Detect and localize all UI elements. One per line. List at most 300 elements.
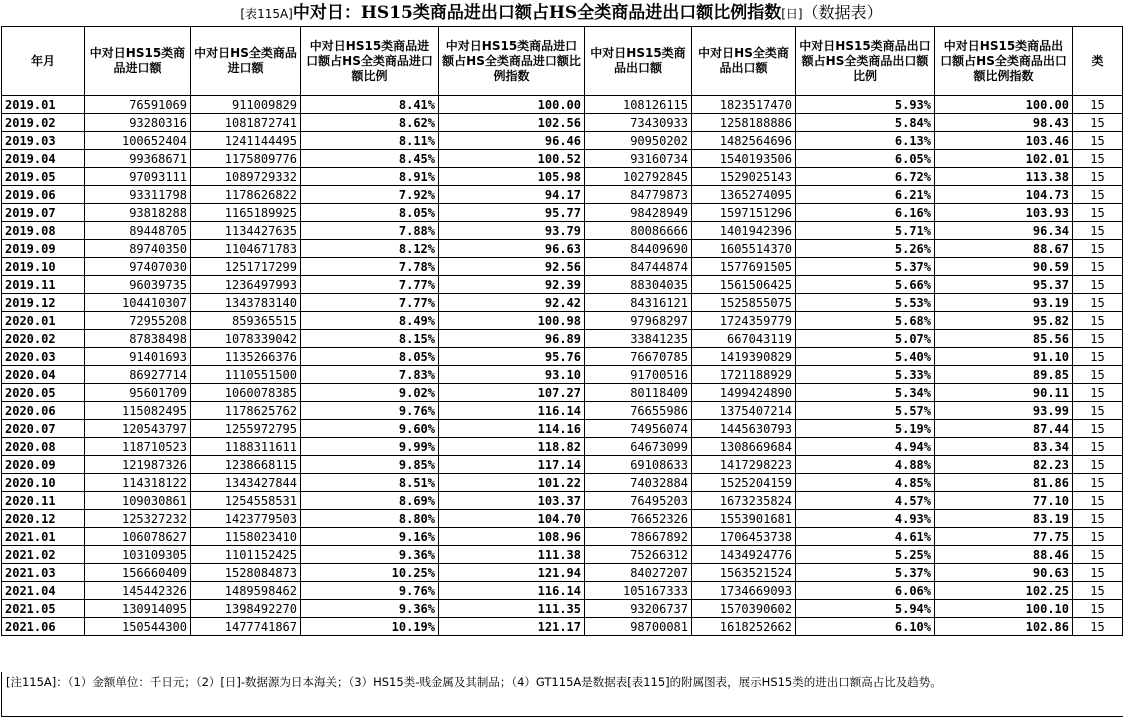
cell-import-ratio: 9.02% bbox=[301, 384, 439, 402]
cell-all-import: 1178625762 bbox=[191, 402, 301, 420]
cell-export-index: 89.85 bbox=[935, 366, 1073, 384]
cell-all-export: 1308669684 bbox=[692, 438, 796, 456]
cell-class: 15 bbox=[1073, 600, 1123, 618]
cell-all-export: 1724359779 bbox=[692, 312, 796, 330]
cell-import-ratio: 9.76% bbox=[301, 582, 439, 600]
cell-hs15-import: 86927714 bbox=[85, 366, 191, 384]
cell-hs15-export: 90950202 bbox=[585, 132, 692, 150]
cell-hs15-import: 95601709 bbox=[85, 384, 191, 402]
table-row bbox=[2, 582, 1123, 600]
table-row bbox=[2, 294, 1123, 312]
cell-class: 15 bbox=[1073, 348, 1123, 366]
cell-hs15-import: 109030861 bbox=[85, 492, 191, 510]
cell-export-ratio: 6.10% bbox=[796, 618, 935, 636]
cell-all-export: 1563521524 bbox=[692, 564, 796, 582]
cell-class: 15 bbox=[1073, 510, 1123, 528]
cell-import-index: 96.63 bbox=[439, 240, 585, 258]
table-subtitle: （数据表） bbox=[802, 3, 883, 22]
cell-all-import: 1423779503 bbox=[191, 510, 301, 528]
cell-export-index: 102.01 bbox=[935, 150, 1073, 168]
cell-month: 2021.04 bbox=[2, 582, 85, 600]
cell-month: 2021.03 bbox=[2, 564, 85, 582]
cell-import-ratio: 7.77% bbox=[301, 276, 439, 294]
cell-all-export: 1673235824 bbox=[692, 492, 796, 510]
cell-class: 15 bbox=[1073, 618, 1123, 636]
cell-import-ratio: 8.62% bbox=[301, 114, 439, 132]
cell-import-index: 102.56 bbox=[439, 114, 585, 132]
table-body bbox=[2, 96, 1123, 636]
cell-import-index: 117.14 bbox=[439, 456, 585, 474]
cell-export-index: 95.82 bbox=[935, 312, 1073, 330]
cell-class: 15 bbox=[1073, 240, 1123, 258]
cell-export-ratio: 5.25% bbox=[796, 546, 935, 564]
cell-export-index: 100.00 bbox=[935, 96, 1073, 114]
table-row bbox=[2, 618, 1123, 636]
table-title: 中对日：HS15类商品进出口额占HS全类商品进出口额比例指数 bbox=[292, 3, 782, 23]
table-row bbox=[2, 366, 1123, 384]
table-row bbox=[2, 312, 1123, 330]
cell-hs15-export: 80086666 bbox=[585, 222, 692, 240]
cell-import-ratio: 8.05% bbox=[301, 204, 439, 222]
cell-export-index: 103.93 bbox=[935, 204, 1073, 222]
cell-import-ratio: 7.78% bbox=[301, 258, 439, 276]
table-row bbox=[2, 204, 1123, 222]
cell-class: 15 bbox=[1073, 474, 1123, 492]
cell-month: 2019.10 bbox=[2, 258, 85, 276]
cell-hs15-import: 97093111 bbox=[85, 168, 191, 186]
cell-export-ratio: 5.34% bbox=[796, 384, 935, 402]
cell-hs15-import: 115082495 bbox=[85, 402, 191, 420]
data-table bbox=[1, 26, 1123, 636]
cell-hs15-export: 78667892 bbox=[585, 528, 692, 546]
cell-all-export: 1561506425 bbox=[692, 276, 796, 294]
cell-import-ratio: 8.45% bbox=[301, 150, 439, 168]
cell-hs15-import: 118710523 bbox=[85, 438, 191, 456]
table-row bbox=[2, 402, 1123, 420]
cell-all-export: 1706453738 bbox=[692, 528, 796, 546]
cell-all-import: 1060078385 bbox=[191, 384, 301, 402]
col-header-class: 类 bbox=[1073, 27, 1123, 96]
cell-class: 15 bbox=[1073, 330, 1123, 348]
cell-all-import: 1251717299 bbox=[191, 258, 301, 276]
cell-import-index: 118.82 bbox=[439, 438, 585, 456]
cell-import-ratio: 9.85% bbox=[301, 456, 439, 474]
cell-export-ratio: 6.21% bbox=[796, 186, 935, 204]
cell-class: 15 bbox=[1073, 114, 1123, 132]
cell-month: 2019.02 bbox=[2, 114, 85, 132]
cell-export-ratio: 5.07% bbox=[796, 330, 935, 348]
col-header-all-import: 中对日HS全类商品进口额 bbox=[191, 27, 301, 96]
cell-hs15-import: 72955208 bbox=[85, 312, 191, 330]
cell-month: 2019.07 bbox=[2, 204, 85, 222]
table-row bbox=[2, 168, 1123, 186]
cell-export-index: 90.63 bbox=[935, 564, 1073, 582]
cell-hs15-export: 80118409 bbox=[585, 384, 692, 402]
cell-month: 2019.11 bbox=[2, 276, 85, 294]
table-row bbox=[2, 132, 1123, 150]
table-row bbox=[2, 186, 1123, 204]
cell-import-ratio: 8.80% bbox=[301, 510, 439, 528]
cell-all-export: 1734669093 bbox=[692, 582, 796, 600]
col-header-hs15-export: 中对日HS15类商品出口额 bbox=[585, 27, 692, 96]
cell-all-import: 1528084873 bbox=[191, 564, 301, 582]
cell-all-export: 1577691505 bbox=[692, 258, 796, 276]
cell-month: 2019.06 bbox=[2, 186, 85, 204]
cell-month: 2020.02 bbox=[2, 330, 85, 348]
header-row bbox=[2, 27, 1123, 96]
cell-month: 2020.08 bbox=[2, 438, 85, 456]
cell-hs15-import: 121987326 bbox=[85, 456, 191, 474]
cell-export-ratio: 5.66% bbox=[796, 276, 935, 294]
cell-month: 2020.03 bbox=[2, 348, 85, 366]
cell-import-index: 104.70 bbox=[439, 510, 585, 528]
cell-hs15-export: 98700081 bbox=[585, 618, 692, 636]
cell-hs15-export: 84027207 bbox=[585, 564, 692, 582]
cell-export-index: 85.56 bbox=[935, 330, 1073, 348]
cell-month: 2020.04 bbox=[2, 366, 85, 384]
source-tag: [日] bbox=[781, 7, 803, 21]
cell-export-index: 91.10 bbox=[935, 348, 1073, 366]
cell-month: 2020.11 bbox=[2, 492, 85, 510]
cell-all-import: 1089729332 bbox=[191, 168, 301, 186]
col-header-export-index: 中对日HS15类商品出口额占HS全类商品出口额比例指数 bbox=[935, 27, 1073, 96]
cell-hs15-export: 76652326 bbox=[585, 510, 692, 528]
cell-hs15-export: 93160734 bbox=[585, 150, 692, 168]
cell-import-index: 108.96 bbox=[439, 528, 585, 546]
cell-all-import: 1134427635 bbox=[191, 222, 301, 240]
cell-hs15-export: 108126115 bbox=[585, 96, 692, 114]
cell-class: 15 bbox=[1073, 456, 1123, 474]
cell-import-index: 95.77 bbox=[439, 204, 585, 222]
cell-month: 2021.05 bbox=[2, 600, 85, 618]
table-row bbox=[2, 564, 1123, 582]
cell-export-ratio: 4.94% bbox=[796, 438, 935, 456]
cell-month: 2020.12 bbox=[2, 510, 85, 528]
cell-import-index: 96.46 bbox=[439, 132, 585, 150]
cell-month: 2020.06 bbox=[2, 402, 85, 420]
cell-all-export: 1618252662 bbox=[692, 618, 796, 636]
cell-class: 15 bbox=[1073, 384, 1123, 402]
cell-all-export: 1529025143 bbox=[692, 168, 796, 186]
cell-all-import: 1241144495 bbox=[191, 132, 301, 150]
cell-export-ratio: 5.53% bbox=[796, 294, 935, 312]
cell-import-index: 116.14 bbox=[439, 402, 585, 420]
cell-hs15-export: 84779873 bbox=[585, 186, 692, 204]
cell-month: 2019.04 bbox=[2, 150, 85, 168]
cell-month: 2019.08 bbox=[2, 222, 85, 240]
cell-hs15-export: 97968297 bbox=[585, 312, 692, 330]
cell-hs15-export: 84316121 bbox=[585, 294, 692, 312]
cell-export-index: 103.46 bbox=[935, 132, 1073, 150]
cell-export-ratio: 6.13% bbox=[796, 132, 935, 150]
cell-hs15-import: 87838498 bbox=[85, 330, 191, 348]
cell-import-index: 96.89 bbox=[439, 330, 585, 348]
col-header-hs15-import: 中对日HS15类商品进口额 bbox=[85, 27, 191, 96]
cell-all-import: 1158023410 bbox=[191, 528, 301, 546]
cell-month: 2021.06 bbox=[2, 618, 85, 636]
cell-all-import: 1477741867 bbox=[191, 618, 301, 636]
cell-import-ratio: 7.83% bbox=[301, 366, 439, 384]
cell-all-import: 859365515 bbox=[191, 312, 301, 330]
cell-export-index: 90.59 bbox=[935, 258, 1073, 276]
cell-hs15-export: 76655986 bbox=[585, 402, 692, 420]
cell-export-index: 83.19 bbox=[935, 510, 1073, 528]
col-header-month: 年月 bbox=[2, 27, 85, 96]
cell-import-index: 111.38 bbox=[439, 546, 585, 564]
cell-hs15-export: 73430933 bbox=[585, 114, 692, 132]
cell-export-ratio: 6.72% bbox=[796, 168, 935, 186]
cell-export-ratio: 6.16% bbox=[796, 204, 935, 222]
cell-export-ratio: 6.06% bbox=[796, 582, 935, 600]
cell-all-export: 1597151296 bbox=[692, 204, 796, 222]
cell-import-index: 92.39 bbox=[439, 276, 585, 294]
table-row bbox=[2, 222, 1123, 240]
cell-hs15-export: 75266312 bbox=[585, 546, 692, 564]
cell-month: 2020.07 bbox=[2, 420, 85, 438]
cell-export-ratio: 6.05% bbox=[796, 150, 935, 168]
cell-month: 2020.01 bbox=[2, 312, 85, 330]
cell-export-ratio: 4.93% bbox=[796, 510, 935, 528]
cell-import-ratio: 9.60% bbox=[301, 420, 439, 438]
cell-import-ratio: 8.51% bbox=[301, 474, 439, 492]
footnote: [注115A]：（1）金额单位：千日元；（2）[日]-数据源为日本海关；（3）HS15类-贱金属及其制品；（4）GT115A是数据表[表115]的附属图表，展示HS15类的进出口额高占比及趋势。 bbox=[1, 672, 1123, 717]
table-row bbox=[2, 438, 1123, 456]
cell-class: 15 bbox=[1073, 492, 1123, 510]
col-header-import-index: 中对日HS15类商品进口额占HS全类商品进口额比例指数 bbox=[439, 27, 585, 96]
table-row bbox=[2, 528, 1123, 546]
col-header-export-ratio: 中对日HS15类商品出口额占HS全类商品出口额比例 bbox=[796, 27, 935, 96]
cell-hs15-export: 74032884 bbox=[585, 474, 692, 492]
col-header-all-export: 中对日HS全类商品出口额 bbox=[692, 27, 796, 96]
cell-import-ratio: 9.16% bbox=[301, 528, 439, 546]
cell-export-index: 93.19 bbox=[935, 294, 1073, 312]
cell-hs15-export: 102792845 bbox=[585, 168, 692, 186]
cell-class: 15 bbox=[1073, 366, 1123, 384]
cell-hs15-export: 76670785 bbox=[585, 348, 692, 366]
cell-all-import: 1489598462 bbox=[191, 582, 301, 600]
cell-export-index: 96.34 bbox=[935, 222, 1073, 240]
table-row bbox=[2, 510, 1123, 528]
cell-all-import: 1254558531 bbox=[191, 492, 301, 510]
cell-all-import: 1188311611 bbox=[191, 438, 301, 456]
cell-month: 2019.01 bbox=[2, 96, 85, 114]
cell-import-index: 100.52 bbox=[439, 150, 585, 168]
cell-hs15-export: 105167333 bbox=[585, 582, 692, 600]
cell-all-export: 1605514370 bbox=[692, 240, 796, 258]
cell-hs15-import: 106078627 bbox=[85, 528, 191, 546]
cell-hs15-import: 104410307 bbox=[85, 294, 191, 312]
table-row bbox=[2, 420, 1123, 438]
cell-hs15-export: 69108633 bbox=[585, 456, 692, 474]
cell-hs15-import: 96039735 bbox=[85, 276, 191, 294]
cell-hs15-import: 100652404 bbox=[85, 132, 191, 150]
cell-import-index: 121.17 bbox=[439, 618, 585, 636]
cell-all-export: 667043119 bbox=[692, 330, 796, 348]
cell-export-ratio: 5.37% bbox=[796, 564, 935, 582]
cell-hs15-import: 91401693 bbox=[85, 348, 191, 366]
cell-class: 15 bbox=[1073, 582, 1123, 600]
cell-all-export: 1375407214 bbox=[692, 402, 796, 420]
cell-class: 15 bbox=[1073, 546, 1123, 564]
cell-hs15-import: 114318122 bbox=[85, 474, 191, 492]
cell-import-index: 103.37 bbox=[439, 492, 585, 510]
cell-export-ratio: 5.93% bbox=[796, 96, 935, 114]
cell-export-index: 87.44 bbox=[935, 420, 1073, 438]
cell-import-index: 93.10 bbox=[439, 366, 585, 384]
cell-all-import: 1104671783 bbox=[191, 240, 301, 258]
cell-hs15-export: 98428949 bbox=[585, 204, 692, 222]
cell-export-index: 83.34 bbox=[935, 438, 1073, 456]
cell-all-import: 1398492270 bbox=[191, 600, 301, 618]
cell-export-ratio: 5.71% bbox=[796, 222, 935, 240]
cell-all-import: 1343783140 bbox=[191, 294, 301, 312]
cell-all-export: 1540193506 bbox=[692, 150, 796, 168]
cell-all-import: 1255972795 bbox=[191, 420, 301, 438]
cell-all-export: 1525855075 bbox=[692, 294, 796, 312]
cell-import-ratio: 8.41% bbox=[301, 96, 439, 114]
cell-import-index: 107.27 bbox=[439, 384, 585, 402]
cell-month: 2021.01 bbox=[2, 528, 85, 546]
table-row bbox=[2, 276, 1123, 294]
cell-import-index: 95.76 bbox=[439, 348, 585, 366]
cell-export-index: 104.73 bbox=[935, 186, 1073, 204]
cell-import-index: 92.56 bbox=[439, 258, 585, 276]
cell-hs15-import: 89740350 bbox=[85, 240, 191, 258]
cell-all-import: 911009829 bbox=[191, 96, 301, 114]
cell-class: 15 bbox=[1073, 222, 1123, 240]
cell-export-index: 88.46 bbox=[935, 546, 1073, 564]
cell-all-import: 1078339042 bbox=[191, 330, 301, 348]
cell-export-index: 81.86 bbox=[935, 474, 1073, 492]
cell-hs15-import: 97407030 bbox=[85, 258, 191, 276]
table-row bbox=[2, 492, 1123, 510]
cell-month: 2019.03 bbox=[2, 132, 85, 150]
cell-hs15-import: 103109305 bbox=[85, 546, 191, 564]
cell-hs15-export: 84744874 bbox=[585, 258, 692, 276]
cell-hs15-import: 120543797 bbox=[85, 420, 191, 438]
cell-all-import: 1101152425 bbox=[191, 546, 301, 564]
cell-export-index: 100.10 bbox=[935, 600, 1073, 618]
cell-all-export: 1419390829 bbox=[692, 348, 796, 366]
col-header-import-ratio: 中对日HS15类商品进口额占HS全类商品进口额比例 bbox=[301, 27, 439, 96]
cell-export-index: 77.75 bbox=[935, 528, 1073, 546]
cell-export-ratio: 4.85% bbox=[796, 474, 935, 492]
cell-hs15-import: 150544300 bbox=[85, 618, 191, 636]
cell-hs15-export: 93206737 bbox=[585, 600, 692, 618]
cell-import-ratio: 8.69% bbox=[301, 492, 439, 510]
cell-import-ratio: 9.36% bbox=[301, 546, 439, 564]
cell-class: 15 bbox=[1073, 564, 1123, 582]
cell-hs15-export: 76495203 bbox=[585, 492, 692, 510]
cell-export-ratio: 5.68% bbox=[796, 312, 935, 330]
cell-import-index: 116.14 bbox=[439, 582, 585, 600]
cell-class: 15 bbox=[1073, 258, 1123, 276]
cell-all-export: 1434924776 bbox=[692, 546, 796, 564]
table-row bbox=[2, 474, 1123, 492]
cell-all-export: 1553901681 bbox=[692, 510, 796, 528]
cell-export-ratio: 5.94% bbox=[796, 600, 935, 618]
cell-export-index: 102.25 bbox=[935, 582, 1073, 600]
cell-export-index: 90.11 bbox=[935, 384, 1073, 402]
table-row bbox=[2, 546, 1123, 564]
cell-all-import: 1165189925 bbox=[191, 204, 301, 222]
cell-export-index: 102.86 bbox=[935, 618, 1073, 636]
cell-hs15-export: 64673099 bbox=[585, 438, 692, 456]
cell-import-ratio: 10.25% bbox=[301, 564, 439, 582]
cell-all-export: 1499424890 bbox=[692, 384, 796, 402]
cell-import-ratio: 9.76% bbox=[301, 402, 439, 420]
cell-export-ratio: 5.37% bbox=[796, 258, 935, 276]
cell-hs15-import: 145442326 bbox=[85, 582, 191, 600]
cell-import-index: 111.35 bbox=[439, 600, 585, 618]
table-row bbox=[2, 600, 1123, 618]
cell-class: 15 bbox=[1073, 312, 1123, 330]
cell-import-index: 100.00 bbox=[439, 96, 585, 114]
table-row bbox=[2, 384, 1123, 402]
cell-export-ratio: 4.61% bbox=[796, 528, 935, 546]
cell-all-import: 1135266376 bbox=[191, 348, 301, 366]
cell-all-export: 1823517470 bbox=[692, 96, 796, 114]
cell-month: 2021.02 bbox=[2, 546, 85, 564]
cell-import-ratio: 9.36% bbox=[301, 600, 439, 618]
cell-import-ratio: 8.15% bbox=[301, 330, 439, 348]
cell-all-import: 1343427844 bbox=[191, 474, 301, 492]
cell-hs15-export: 33841235 bbox=[585, 330, 692, 348]
cell-hs15-import: 99368671 bbox=[85, 150, 191, 168]
cell-month: 2020.09 bbox=[2, 456, 85, 474]
cell-import-ratio: 8.11% bbox=[301, 132, 439, 150]
table-row bbox=[2, 96, 1123, 114]
cell-export-ratio: 4.88% bbox=[796, 456, 935, 474]
table-row bbox=[2, 150, 1123, 168]
table-tag: [表115A] bbox=[240, 7, 293, 21]
cell-hs15-export: 74956074 bbox=[585, 420, 692, 438]
cell-export-ratio: 5.33% bbox=[796, 366, 935, 384]
cell-export-index: 82.23 bbox=[935, 456, 1073, 474]
cell-export-index: 77.10 bbox=[935, 492, 1073, 510]
cell-hs15-import: 93280316 bbox=[85, 114, 191, 132]
cell-export-index: 98.43 bbox=[935, 114, 1073, 132]
cell-import-ratio: 9.99% bbox=[301, 438, 439, 456]
cell-export-ratio: 5.57% bbox=[796, 402, 935, 420]
cell-export-ratio: 5.26% bbox=[796, 240, 935, 258]
cell-all-export: 1482564696 bbox=[692, 132, 796, 150]
cell-import-index: 105.98 bbox=[439, 168, 585, 186]
cell-import-index: 114.16 bbox=[439, 420, 585, 438]
cell-hs15-import: 93818288 bbox=[85, 204, 191, 222]
cell-all-export: 1401942396 bbox=[692, 222, 796, 240]
cell-hs15-export: 88304035 bbox=[585, 276, 692, 294]
cell-import-index: 121.94 bbox=[439, 564, 585, 582]
cell-hs15-import: 93311798 bbox=[85, 186, 191, 204]
cell-class: 15 bbox=[1073, 186, 1123, 204]
cell-all-export: 1525204159 bbox=[692, 474, 796, 492]
cell-import-ratio: 7.88% bbox=[301, 222, 439, 240]
cell-class: 15 bbox=[1073, 276, 1123, 294]
cell-class: 15 bbox=[1073, 420, 1123, 438]
cell-all-export: 1570390602 bbox=[692, 600, 796, 618]
cell-export-ratio: 5.40% bbox=[796, 348, 935, 366]
cell-class: 15 bbox=[1073, 204, 1123, 222]
cell-export-ratio: 5.19% bbox=[796, 420, 935, 438]
cell-import-index: 101.22 bbox=[439, 474, 585, 492]
cell-month: 2020.10 bbox=[2, 474, 85, 492]
cell-import-ratio: 8.49% bbox=[301, 312, 439, 330]
cell-import-index: 100.98 bbox=[439, 312, 585, 330]
table-row bbox=[2, 348, 1123, 366]
cell-month: 2019.12 bbox=[2, 294, 85, 312]
cell-import-ratio: 7.92% bbox=[301, 186, 439, 204]
